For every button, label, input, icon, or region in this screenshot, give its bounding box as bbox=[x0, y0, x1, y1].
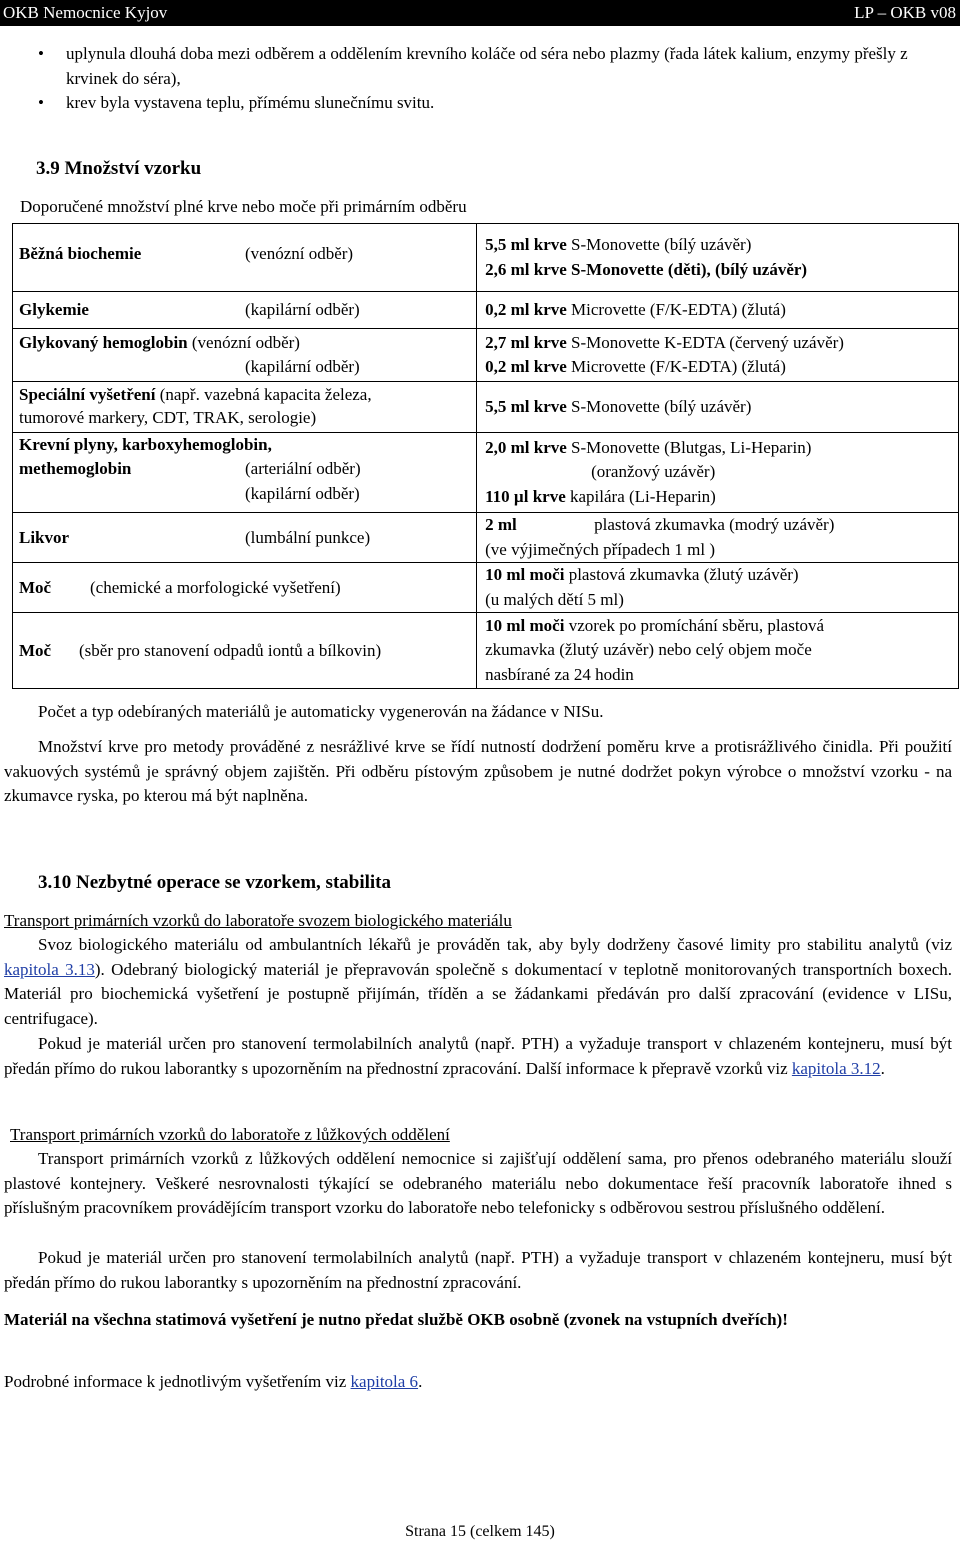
row-method: (chemické a morfologické vyšetření) bbox=[90, 578, 341, 597]
volume-text: (oranžový uzávěr) bbox=[591, 462, 716, 482]
subheading-transport-wards: Transport primárních vzorků do laboratoře z lůžkových oddělení bbox=[10, 1125, 450, 1144]
row-method: (venózní odběr) bbox=[245, 244, 354, 263]
row-label: Speciální vyšetření bbox=[19, 385, 156, 404]
paragraph-transport-collection: Svoz biologického materiálu od ambulantních lékařů je prováděn tak, aby byly dodrženy časové limity pro stabilitu analytů (viz kapitola 3.13). Odebraný biologický materiál je přepravován společně s dokumentací v teplotně monitorovaných transportních boxech. Materiál pro biochemická vyšetření je postupně přijímán, tříděn a se žádankami předáván pro další zpracování (evidence v LISu, centrifugace). bbox=[4, 935, 952, 1028]
volume-text: S-Monovette K-EDTA (červený uzávěr) bbox=[566, 332, 844, 352]
table-cell-sample bbox=[13, 563, 477, 613]
row-label: Běžná biochemie bbox=[19, 244, 142, 263]
volume-text: kapilára (Li-Heparin) bbox=[565, 486, 716, 506]
volume-bold: 10 ml moči bbox=[485, 565, 565, 584]
row-method: (kapilární odběr) bbox=[245, 300, 360, 319]
header-institution: OKB Nemocnice Kyjov bbox=[3, 3, 168, 22]
row-method: (kapilární odběr) bbox=[245, 483, 360, 503]
row-method: (sběr pro stanovení odpadů iontů a bílkovin) bbox=[79, 641, 382, 660]
volume-text: plastová zkumavka (modrý uzávěr) bbox=[594, 515, 835, 534]
volume-bold: 5,5 ml krve bbox=[485, 396, 567, 416]
link-kapitola-6[interactable]: kapitola 6 bbox=[350, 1372, 419, 1391]
row-label: Krevní plyny, karboxyhemoglobin, bbox=[19, 434, 272, 454]
table-cell-sample bbox=[13, 224, 477, 292]
volume-text: S-Monovette (bílý uzávěr) bbox=[566, 235, 752, 254]
volume-text: (u malých dětí 5 ml) bbox=[485, 589, 624, 609]
section-heading-3-10: 3.10 Nezbytné operace se vzorkem, stabilita bbox=[38, 872, 392, 893]
volume-text: S-Monovette (bílý uzávěr) bbox=[566, 396, 752, 416]
bullet-icon: • bbox=[38, 44, 44, 63]
bullet-icon: • bbox=[38, 93, 44, 112]
volume-text: Microvette (F/K-EDTA) (žlutá) bbox=[566, 357, 786, 376]
row-label: Moč bbox=[19, 641, 52, 660]
paragraph-thermolabile-wards: Pokud je materiál určen pro stanovení termolabilních analytů (např. PTH) a vyžaduje transport v chlazeném kontejneru, musí být předán přímo do rukou laborantky s upozorněním na přednostní zpracování. bbox=[4, 1248, 952, 1292]
table-cell-volume bbox=[477, 382, 959, 433]
row-label: Glykemie bbox=[19, 300, 89, 319]
header-document-code: LP – OKB v08 bbox=[854, 3, 956, 22]
paragraph-thermolabile-collection: Pokud je materiál určen pro stanovení termolabilních analytů (např. PTH) a vyžaduje transport v chlazeném kontejneru, musí být předán přímo do rukou laborantky s upozorněním na přednostní zpracování. Další informace k přepravě vzorků viz kapitola 3.12. bbox=[4, 1034, 952, 1078]
table-row bbox=[13, 563, 959, 613]
volume-text: (ve výjimečných případech 1 ml ) bbox=[485, 539, 715, 559]
volume-text: S-Monovette (děti), (bílý uzávěr) bbox=[566, 259, 808, 279]
paragraph-blood-volume: Množství krve pro metody prováděné z nesrážlivé krve se řídí nutností dodržení poměru krve a protisrážlivého činidla. Při použití vakuových systémů je správný objem zajištěn. Při odběru pístovým způsobem je nutné dodržet pokyn výrobce o množství vzorku - na zkumavce ryska, po kterou má být naplněna. bbox=[4, 737, 952, 805]
table-cell-sample bbox=[13, 292, 477, 329]
volume-bold: 2,7 ml krve bbox=[485, 332, 567, 352]
page-header bbox=[0, 0, 960, 26]
list-item bbox=[0, 91, 960, 116]
table-row bbox=[13, 329, 959, 382]
list-item bbox=[0, 42, 960, 91]
volume-text: zkumavka (žlutý uzávěr) nebo celý objem moče bbox=[485, 640, 812, 660]
table-cell-sample bbox=[13, 513, 477, 563]
table-row bbox=[13, 224, 959, 292]
row-method: tumorové markery, CDT, TRAK, serologie) bbox=[19, 408, 317, 427]
row-method: (kapilární odběr) bbox=[245, 357, 360, 376]
table-cell-volume bbox=[477, 433, 959, 513]
row-label: Moč bbox=[19, 578, 52, 597]
table-row bbox=[13, 292, 959, 329]
row-method: (arteriální odběr) bbox=[245, 459, 361, 479]
volume-bold: 10 ml moči bbox=[485, 615, 565, 635]
row-method: (např. vazebná kapacita železa, bbox=[155, 385, 372, 404]
row-label: Likvor bbox=[19, 528, 70, 547]
volume-bold: 5,5 ml krve bbox=[485, 235, 567, 254]
table-cell-sample bbox=[13, 613, 477, 689]
table-cell-volume bbox=[477, 224, 959, 292]
volume-bold: 0,2 ml krve bbox=[485, 299, 567, 319]
table-row bbox=[13, 382, 959, 433]
volume-text: plastová zkumavka (žlutý uzávěr) bbox=[564, 565, 799, 584]
link-kapitola-3-13[interactable]: kapitola 3.13 bbox=[4, 959, 95, 979]
table-cell-sample bbox=[13, 329, 477, 382]
section-heading-3-9: 3.9 Množství vzorku bbox=[36, 158, 202, 179]
table-cell-volume bbox=[477, 292, 959, 329]
statim-note: Materiál na všechna statimová vyšetření je nutno předat službě OKB osobně (zvonek na vstupních dveřích)! bbox=[4, 1310, 788, 1329]
bullet-list bbox=[0, 42, 960, 116]
table-cell-volume bbox=[477, 513, 959, 563]
row-label: methemoglobin bbox=[19, 459, 132, 479]
table-cell-sample bbox=[13, 382, 477, 433]
volume-bold: 2 ml bbox=[485, 515, 517, 534]
page-footer: Strana 15 (celkem 145) bbox=[405, 1523, 555, 1540]
volume-text: vzorek po promíchání sběru, plastová bbox=[564, 615, 825, 635]
table-row bbox=[13, 613, 959, 689]
list-item-text: krev byla vystavena teplu, přímému slunečnímu svitu. bbox=[66, 93, 435, 112]
table-row bbox=[13, 433, 959, 513]
section-subtitle: Doporučené množství plné krve nebo moče při primárním odběru bbox=[20, 197, 467, 216]
more-info-line: Podrobné informace k jednotlivým vyšetřením viz kapitola 6. bbox=[4, 1372, 423, 1391]
volume-text: Microvette (F/K-EDTA) (žlutá) bbox=[566, 299, 786, 319]
volume-bold: 110 µl krve bbox=[485, 486, 566, 506]
list-item-text: uplynula dlouhá doba mezi odběrem a oddělením krevního koláče od séra nebo plazmy (řada látek kalium, enzymy přešly z krvinek do séra), bbox=[66, 44, 908, 88]
row-label: Glykovaný hemoglobin bbox=[19, 332, 188, 352]
subheading-transport-collection: Transport primárních vzorků do laboratoře svozem biologického materiálu bbox=[4, 911, 512, 930]
volume-bold: 2,6 ml krve bbox=[485, 259, 567, 279]
row-method: (venózní odběr) bbox=[187, 332, 300, 352]
table-cell-volume bbox=[477, 329, 959, 382]
volume-bold: 2,0 ml krve bbox=[485, 437, 567, 457]
volume-text: S-Monovette (Blutgas, Li-Heparin) bbox=[566, 437, 812, 457]
paragraph-transport-wards: Transport primárních vzorků z lůžkových oddělení nemocnice si zajišťují oddělení sama, pro přenos odebraného materiálu slouží plastové kontejnery. Veškeré nesrovnalosti týkající se odebraného materiálu nebo dokumentace řeší pracovník laboratoře ihned s příslušným pracovníkem provádějícím transport vzorku do laboratoře nebo telefonicky s odběrovou sestrou příslušného oddělení. bbox=[4, 1149, 952, 1217]
volume-text: nasbírané za 24 hodin bbox=[485, 664, 634, 684]
table-cell-volume bbox=[477, 563, 959, 613]
table-row bbox=[13, 513, 959, 563]
link-kapitola-3-12[interactable]: kapitola 3.12 bbox=[791, 1058, 881, 1078]
volume-bold: 0,2 ml krve bbox=[485, 357, 567, 376]
sample-volume-table bbox=[12, 223, 959, 689]
table-cell-volume bbox=[477, 613, 959, 689]
row-method: (lumbální punkce) bbox=[245, 528, 371, 547]
auto-generation-note: Počet a typ odebíraných materiálů je automaticky vygenerován na žádance v NISu. bbox=[38, 702, 604, 721]
table-cell-sample bbox=[13, 433, 477, 513]
